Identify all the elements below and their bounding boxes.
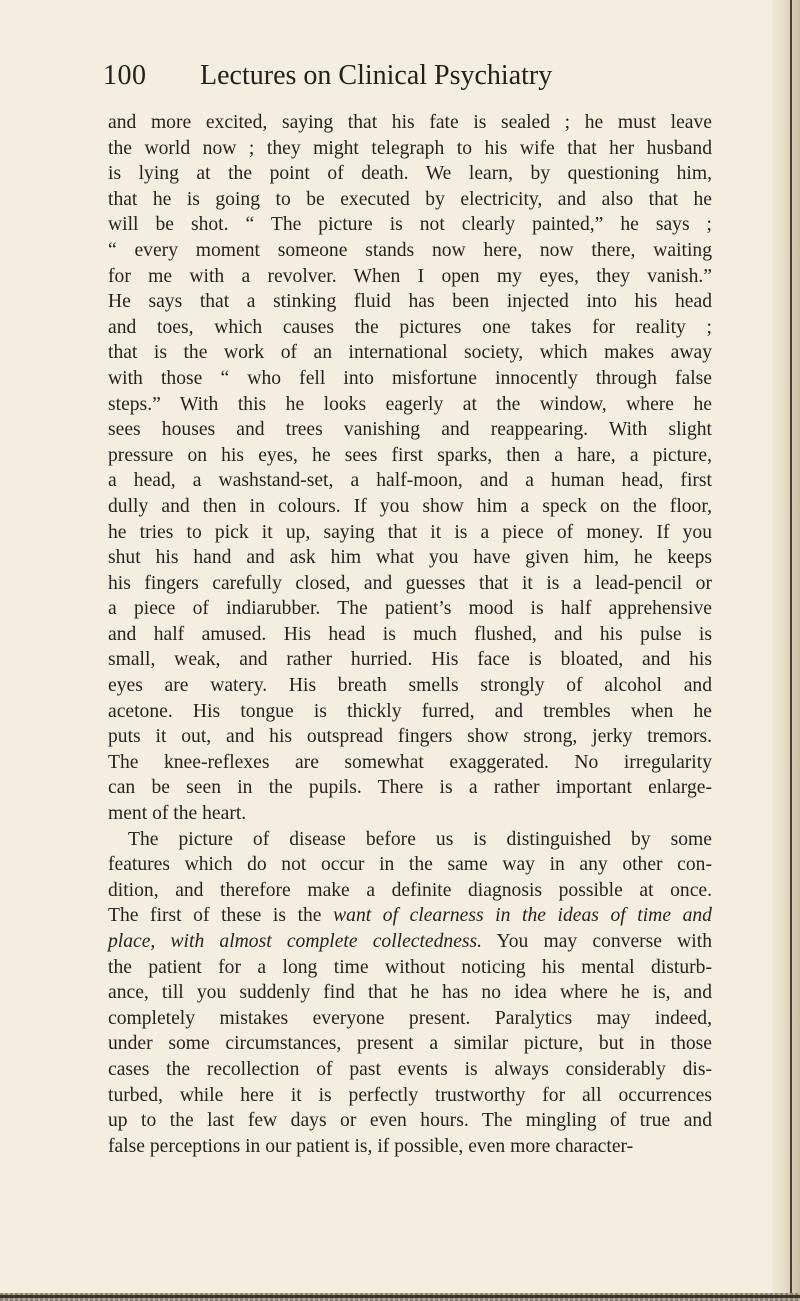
line-text: is lying at the point of death. We learn, by questioning him,	[108, 163, 712, 185]
line-text: steps.” With this he looks eagerly at the window, where he	[108, 393, 712, 415]
text-line	[108, 980, 712, 1006]
text-line	[108, 289, 712, 315]
text-line	[108, 443, 712, 469]
line-text: he tries to pick it up, saying that it is a piece of money. If you	[108, 521, 712, 543]
text-line	[108, 955, 712, 981]
line-text: his fingers carefully closed, and guesses that it is a lead-pencil or	[108, 572, 712, 594]
text-line	[108, 622, 712, 648]
text-line	[108, 929, 712, 955]
line-text: The picture of disease before us is distinguished by some	[128, 828, 712, 850]
body-text	[108, 110, 712, 1159]
text-line	[108, 264, 712, 290]
text-line	[108, 136, 712, 162]
text-line	[108, 417, 712, 443]
line-text: turbed, while here it is perfectly trustworthy for all occurrences	[108, 1084, 712, 1106]
page-bottom-edge	[0, 1293, 800, 1301]
running-header	[103, 60, 723, 100]
text-line	[108, 775, 712, 801]
line-text: small, weak, and rather hurried. His face is bloated, and his	[108, 649, 712, 671]
line-text: dition, and therefore make a definite diagnosis possible at once.	[108, 879, 712, 901]
line-text: puts it out, and his outspread fingers show strong, jerky tremors.	[108, 726, 712, 748]
line-text: the world now ; they might telegraph to his wife that her husband	[108, 137, 712, 159]
line-text: eyes are watery. His breath smells strongly of alcohol and	[108, 675, 712, 697]
line-text: can be seen in the pupils. There is a rather important enlarge-	[108, 777, 712, 799]
line-text: for me with a revolver. When I open my eyes, they vanish.”	[108, 265, 712, 287]
line-text: ment of the heart.	[108, 803, 247, 825]
line-text: that is the work of an international society, which makes away	[108, 342, 712, 364]
text-line	[108, 110, 712, 136]
text-line	[108, 1108, 712, 1134]
line-text: will be shot. “ The picture is not clearly painted,” he says ;	[108, 214, 712, 236]
line-text: “ every moment someone stands now here, now there, waiting	[108, 239, 712, 261]
line-text: under some circumstances, present a similar picture, but in those	[108, 1033, 712, 1055]
line-text: a head, a washstand-set, a half-moon, and a human head, first	[108, 470, 712, 492]
line-text: dully and then in colours. If you show him a speck on the floor,	[108, 495, 712, 517]
line-text: completely mistakes everyone present. Paralytics may indeed,	[108, 1007, 712, 1029]
text-line	[108, 392, 712, 418]
line-text: You may converse with	[482, 931, 712, 952]
line-text: a piece of indiarubber. The patient’s mood is half apprehensive	[108, 598, 712, 620]
text-line	[108, 596, 712, 622]
text-line	[108, 1006, 712, 1032]
text-line	[108, 1057, 712, 1083]
line-text: sees houses and trees vanishing and reappearing. With slight	[108, 419, 712, 441]
page-number: 100	[103, 60, 147, 91]
text-line	[108, 545, 712, 571]
text-line	[108, 673, 712, 699]
line-text: and half amused. His head is much flushed, and his pulse is	[108, 623, 712, 645]
text-line	[108, 827, 712, 853]
line-text: and toes, which causes the pictures one takes for reality ;	[108, 316, 712, 338]
line-text: pressure on his eyes, he sees first sparks, then a hare, a picture,	[108, 444, 712, 466]
page-edge	[772, 0, 800, 1301]
italic-text: want of clearness in the ideas of time and	[333, 905, 712, 927]
text-line	[108, 852, 712, 878]
line-text: ance, till you suddenly find that he has no idea where he is, and	[108, 982, 712, 1004]
text-line	[108, 468, 712, 494]
text-line	[108, 161, 712, 187]
text-line	[108, 903, 712, 929]
line-text: up to the last few days or even hours. The mingling of true and	[108, 1110, 712, 1132]
line-text: cases the recollection of past events is always considerably dis-	[108, 1058, 712, 1080]
text-line	[108, 238, 712, 264]
text-line	[108, 699, 712, 725]
line-text: that he is going to be executed by electricity, and also that he	[108, 188, 712, 210]
line-text: acetone. His tongue is thickly furred, and trembles when he	[108, 700, 712, 722]
text-line	[108, 212, 712, 238]
italic-text: place, with almost complete collectedness.	[108, 931, 483, 952]
text-line	[108, 801, 712, 827]
line-text: the patient for a long time without noticing his mental disturb-	[108, 956, 712, 978]
text-line	[108, 1134, 712, 1160]
text-line	[108, 571, 712, 597]
text-line	[108, 1083, 712, 1109]
line-text: The first of these is the	[108, 905, 334, 927]
line-text: shut his hand and ask him what you have given him, he keeps	[108, 547, 712, 569]
text-line	[108, 750, 712, 776]
line-text: false perceptions in our patient is, if possible, even more character-	[108, 1135, 634, 1157]
line-text: and more excited, saying that his fate is sealed ; he must leave	[108, 112, 712, 133]
text-line	[108, 187, 712, 213]
text-line	[108, 878, 712, 904]
text-line	[108, 724, 712, 750]
text-line	[108, 1031, 712, 1057]
line-text: features which do not occur in the same way in any other con-	[108, 854, 712, 876]
line-text: with those “ who fell into misfortune innocently through false	[108, 367, 712, 389]
text-line	[108, 647, 712, 673]
page-edge-shadow-line	[790, 0, 792, 1301]
line-text: He says that a stinking fluid has been injected into his head	[108, 291, 712, 313]
text-line	[108, 520, 712, 546]
running-title: Lectures on Clinical Psychiatry	[200, 60, 553, 91]
text-line	[108, 315, 712, 341]
text-line	[108, 494, 712, 520]
text-line	[108, 340, 712, 366]
text-line	[108, 366, 712, 392]
line-text: The knee-reflexes are somewhat exaggerated. No irregularity	[108, 751, 712, 773]
